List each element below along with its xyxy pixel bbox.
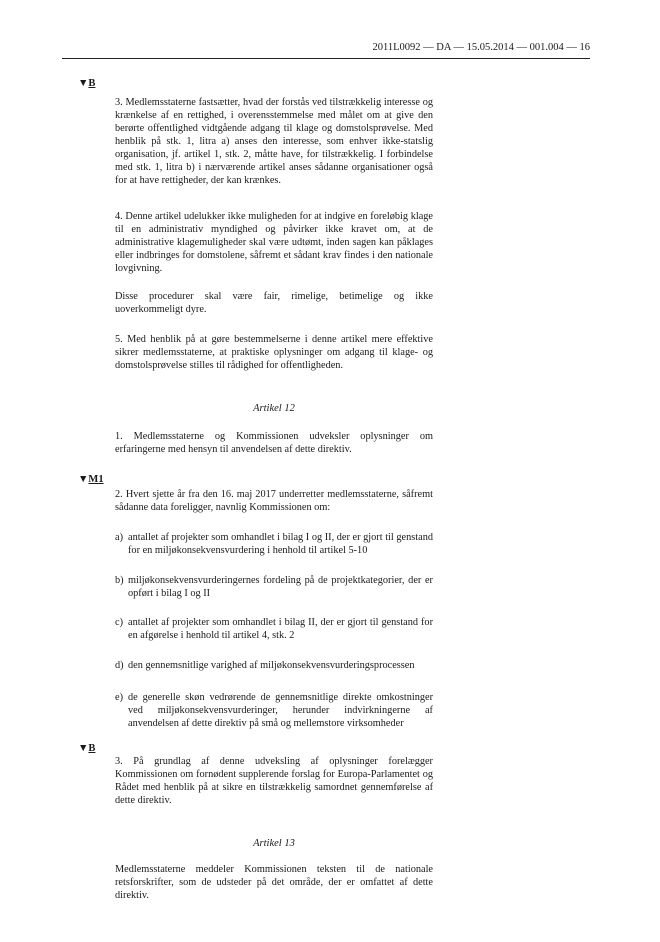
list-item (115, 531, 433, 557)
arrow-down-icon: ▼ (78, 78, 89, 89)
list-item-letter: c) (115, 617, 123, 628)
paragraph-5: 5. Med henblik på at gøre bestemmelserne i denne artikel mere effektive sikrer medlemsstaterne, at praktiske oplysninger om adgang til klage- og domstolsprøvelse stilles til rådighed for offentligheden. (115, 334, 433, 371)
article-13-heading: Artikel 13 (253, 838, 295, 849)
list-item-letter: b) (115, 575, 124, 586)
paragraph-4: 4. Denne artikel udelukker ikke muligheden for at indgive en foreløbig klage til en administrativ myndighed og påvirker ikke kravet om, at de administrative klagemuligheder skal være udtømt, inden sagen kan påklages eller indbringes for domstolene, såfremt et sådant krav findes i den nationale lovgivning. (115, 211, 433, 274)
article-12-paragraph-1: 1. Medlemsstaterne og Kommissionen udveksler oplysninger om erfaringerne med hensyn til anvendelsen af dette direktiv. (115, 431, 433, 455)
list-item-text: miljøkonsekvensvurderingernes fordeling på de projektkategorier, der er opført i bilag I og II (128, 575, 433, 599)
list-item-letter: a) (115, 532, 123, 543)
amendment-marker-b (78, 743, 95, 754)
article-12-heading: Artikel 12 (253, 403, 295, 414)
list-item-text: antallet af projekter som omhandlet i bilag II, der er gjort til genstand for en afgørelse i henhold til artikel 4, stk. 2 (128, 617, 433, 641)
list-item (115, 574, 433, 600)
arrow-down-icon: ▼ (78, 743, 89, 754)
document-reference: 2011L0092 — DA — 15.05.2014 — 001.004 — 16 (372, 42, 590, 53)
list-item (115, 659, 433, 672)
amendment-marker-b (78, 78, 95, 89)
list-item-letter: d) (115, 660, 124, 671)
marker-label: M1 (88, 474, 104, 485)
list-item-text: de generelle skøn vedrørende de gennemsnitlige direkte omkostninger ved miljøkonsekvensvurderinger, herunder indvirkningerne af anvendelsen af dette direktiv på små og mellemstore virksomheder (128, 692, 433, 729)
list-item (115, 691, 433, 730)
paragraph-4-procedures: Disse procedurer skal være fair, rimelige, betimelige og ikke uoverkommeligt dyre. (115, 291, 433, 315)
article-12-paragraph-3: 3. På grundlag af denne udveksling af oplysninger forelægger Kommissionen om fornødent supplerende forslag for Europa-Parlamentet og Rådet med henblik på at sikre en tilstrækkelig samordnet gennemførelse af dette direktiv. (115, 756, 433, 806)
marker-label: B (88, 78, 96, 89)
amendment-marker-m1 (78, 474, 104, 485)
arrow-down-icon: ▼ (78, 474, 89, 485)
article-13-paragraph: Medlemsstaterne meddeler Kommissionen teksten til de nationale retsforskrifter, som de udsteder på det område, der er omfattet af dette direktiv. (115, 864, 433, 901)
article-12-paragraph-2: 2. Hvert sjette år fra den 16. maj 2017 underretter medlemsstaterne, såfremt sådanne data foreligger, navnlig Kommissionen om: (115, 489, 433, 513)
list-item-letter: e) (115, 692, 123, 703)
paragraph-3: 3. Medlemsstaterne fastsætter, hvad der forstås ved tilstrækkelig interesse og krænkelse af en rettighed, i overensstemmelse med målet om at give den berørte offentlighed vidtgående adgang til klage og domstolsprøvelse. Med henblik på stk. 1, litra a) anses den interesse, som enhver ikke-statslig organisation, jf. artikel 1, stk. 2, måtte have, for tilstrækkelig. I forbindelse med stk. 1, litra b) i nærværende artikel anses sådanne organisationer også for at have rettigheder, der kan krænkes. (115, 97, 433, 186)
list-item-text: den gennemsnitlige varighed af miljøkonsekvensvurderingsprocessen (128, 660, 415, 671)
list-item-text: antallet af projekter som omhandlet i bilag I og II, der er gjort til genstand for en miljøkonsekvensvurdering i henhold til artikel 5-10 (128, 532, 433, 556)
list-item (115, 616, 433, 642)
marker-label: B (88, 743, 96, 754)
page-header (62, 40, 590, 59)
